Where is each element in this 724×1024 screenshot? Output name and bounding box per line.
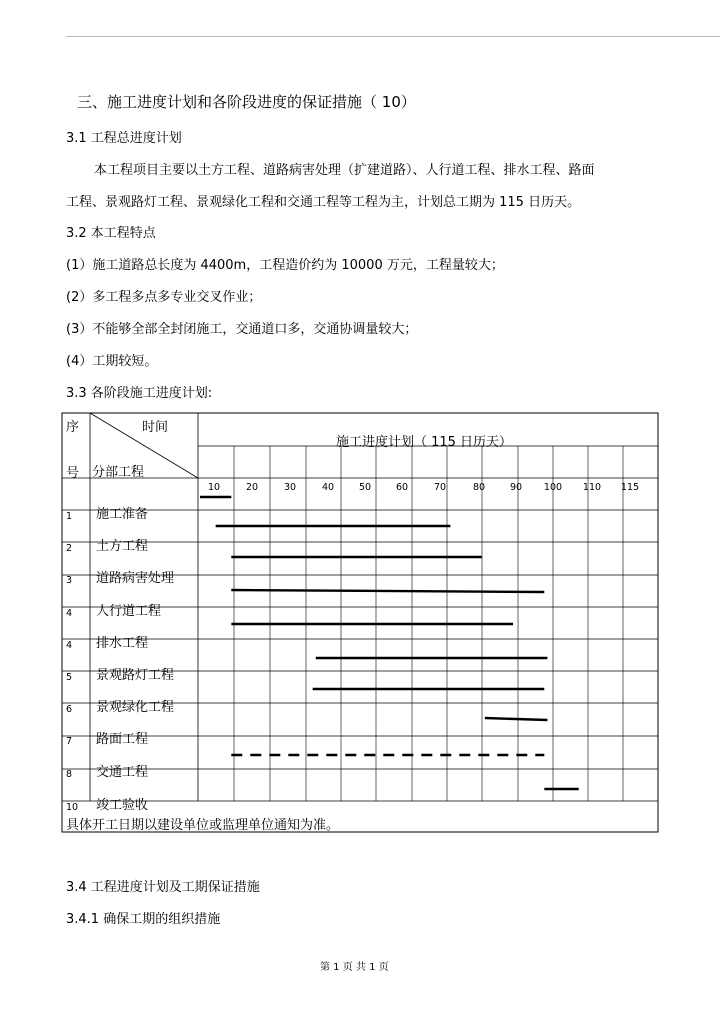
header-seq-top: 序 — [66, 420, 80, 435]
row-number: 4 — [66, 640, 73, 651]
day-tick-label: 20 — [245, 482, 259, 493]
row-number: 7 — [66, 736, 73, 747]
gantt-bar — [231, 590, 544, 592]
row-task-name: 竣工验收 — [96, 798, 149, 813]
section-3-3-heading: 3.3 各阶段施工进度计划: — [66, 386, 213, 401]
day-tick-label: 115 — [620, 482, 640, 493]
day-tick-label: 80 — [472, 482, 486, 493]
row-number: 3 — [66, 575, 73, 586]
row-task-name: 土方工程 — [96, 539, 149, 554]
day-tick-label: 30 — [283, 482, 297, 493]
row-task-name: 景观绿化工程 — [96, 700, 175, 715]
day-tick-label: 10 — [207, 482, 221, 493]
header-seq-bottom: 号 — [66, 466, 80, 481]
section-3-1-body-line-1: 本工程项目主要以土方工程、道路病害处理（扩建道路）、人行道工程、排水工程、路面 — [94, 163, 595, 178]
row-task-name: 景观路灯工程 — [96, 668, 175, 683]
day-tick-label: 50 — [358, 482, 372, 493]
section-3-title: 三、施工进度计划和各阶段进度的保证措施（ 10） — [77, 93, 416, 111]
page-number: 第 1 页 共 1 页 — [320, 962, 389, 973]
section-3-4-heading: 3.4 工程进度计划及工期保证措施 — [66, 880, 260, 895]
day-tick-label: 100 — [543, 482, 563, 493]
schedule-footer-note: 具体开工日期以建设单位或监理单位通知为准。 — [66, 818, 340, 833]
row-number: 4 — [66, 608, 73, 619]
day-tick-label: 60 — [395, 482, 409, 493]
row-number: 10 — [66, 802, 79, 813]
header-part: 分部工程 — [92, 465, 145, 480]
row-number: 2 — [66, 543, 73, 554]
gantt-bar — [485, 718, 548, 720]
feature-item: (2）多工程多点多专业交叉作业； — [66, 290, 262, 305]
row-task-name: 排水工程 — [96, 636, 149, 651]
row-task-name: 路面工程 — [96, 732, 149, 747]
section-3-4-1-heading: 3.4.1 确保工期的组织措施 — [66, 912, 221, 927]
row-number: 6 — [66, 704, 73, 715]
row-task-name: 人行道工程 — [96, 604, 162, 619]
row-task-name: 交通工程 — [96, 765, 149, 780]
section-3-1-body-line-2: 工程、景观路灯工程、景观绿化工程和交通工程等工程为主，计划总工期为 115 日历天。 — [66, 195, 581, 210]
row-number: 1 — [66, 511, 73, 522]
day-tick-label: 110 — [582, 482, 602, 493]
header-time: 时间 — [142, 420, 169, 435]
row-task-name: 道路病害处理 — [96, 571, 175, 586]
header-plan: 施工进度计划（ 115 日历天） — [335, 435, 513, 450]
row-task-name: 施工准备 — [96, 507, 149, 522]
feature-item: (4）工期较短。 — [66, 354, 158, 369]
row-number: 5 — [66, 672, 73, 683]
feature-item: (3）不能够全部全封闭施工，交通道口多，交通协调量较大； — [66, 322, 418, 337]
day-tick-label: 70 — [433, 482, 447, 493]
feature-item: (1）施工道路总长度为 4400m，工程造价约为 10000 万元，工程量较大； — [66, 258, 504, 273]
row-number: 8 — [66, 769, 73, 780]
day-tick-label: 40 — [321, 482, 335, 493]
section-3-1-heading: 3.1 工程总进度计划 — [66, 131, 182, 146]
day-tick-label: 90 — [509, 482, 523, 493]
section-3-2-heading: 3.2 本工程特点 — [66, 226, 156, 241]
